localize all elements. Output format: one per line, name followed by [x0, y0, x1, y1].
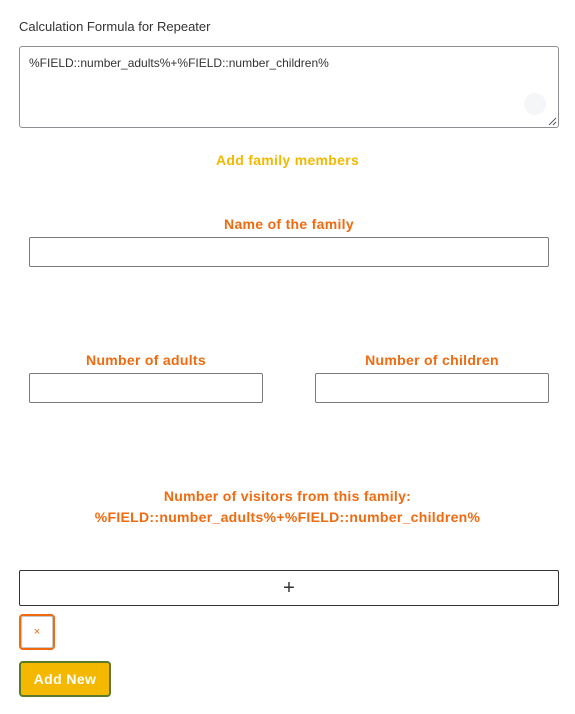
visitors-calculation	[0, 486, 575, 528]
family-name-input[interactable]	[29, 237, 549, 267]
visitors-formula: %FIELD::number_adults%+%FIELD::number_children%	[94, 509, 481, 525]
adults-input[interactable]	[29, 373, 263, 403]
add-new-label: Add New	[33, 671, 97, 687]
formula-textarea[interactable]	[19, 46, 559, 128]
resize-grip-icon[interactable]	[547, 116, 557, 126]
formula-value: %FIELD::number_adults%+%FIELD::number_children%	[29, 56, 329, 70]
children-input[interactable]	[315, 373, 549, 403]
plus-icon: +	[283, 576, 295, 599]
close-icon: ×	[33, 626, 41, 638]
grammar-icon	[524, 93, 546, 115]
children-label: Number of children	[365, 352, 499, 368]
remove-row-button[interactable]	[19, 614, 55, 650]
formula-label: Calculation Formula for Repeater	[19, 19, 211, 34]
adults-label: Number of adults	[86, 352, 206, 368]
visitors-label: Number of visitors from this family:	[163, 488, 412, 504]
repeater-title: Add family members	[215, 152, 360, 168]
add-new-button[interactable]	[19, 661, 111, 697]
family-name-label: Name of the family	[224, 216, 354, 232]
add-row-button[interactable]	[19, 570, 559, 606]
